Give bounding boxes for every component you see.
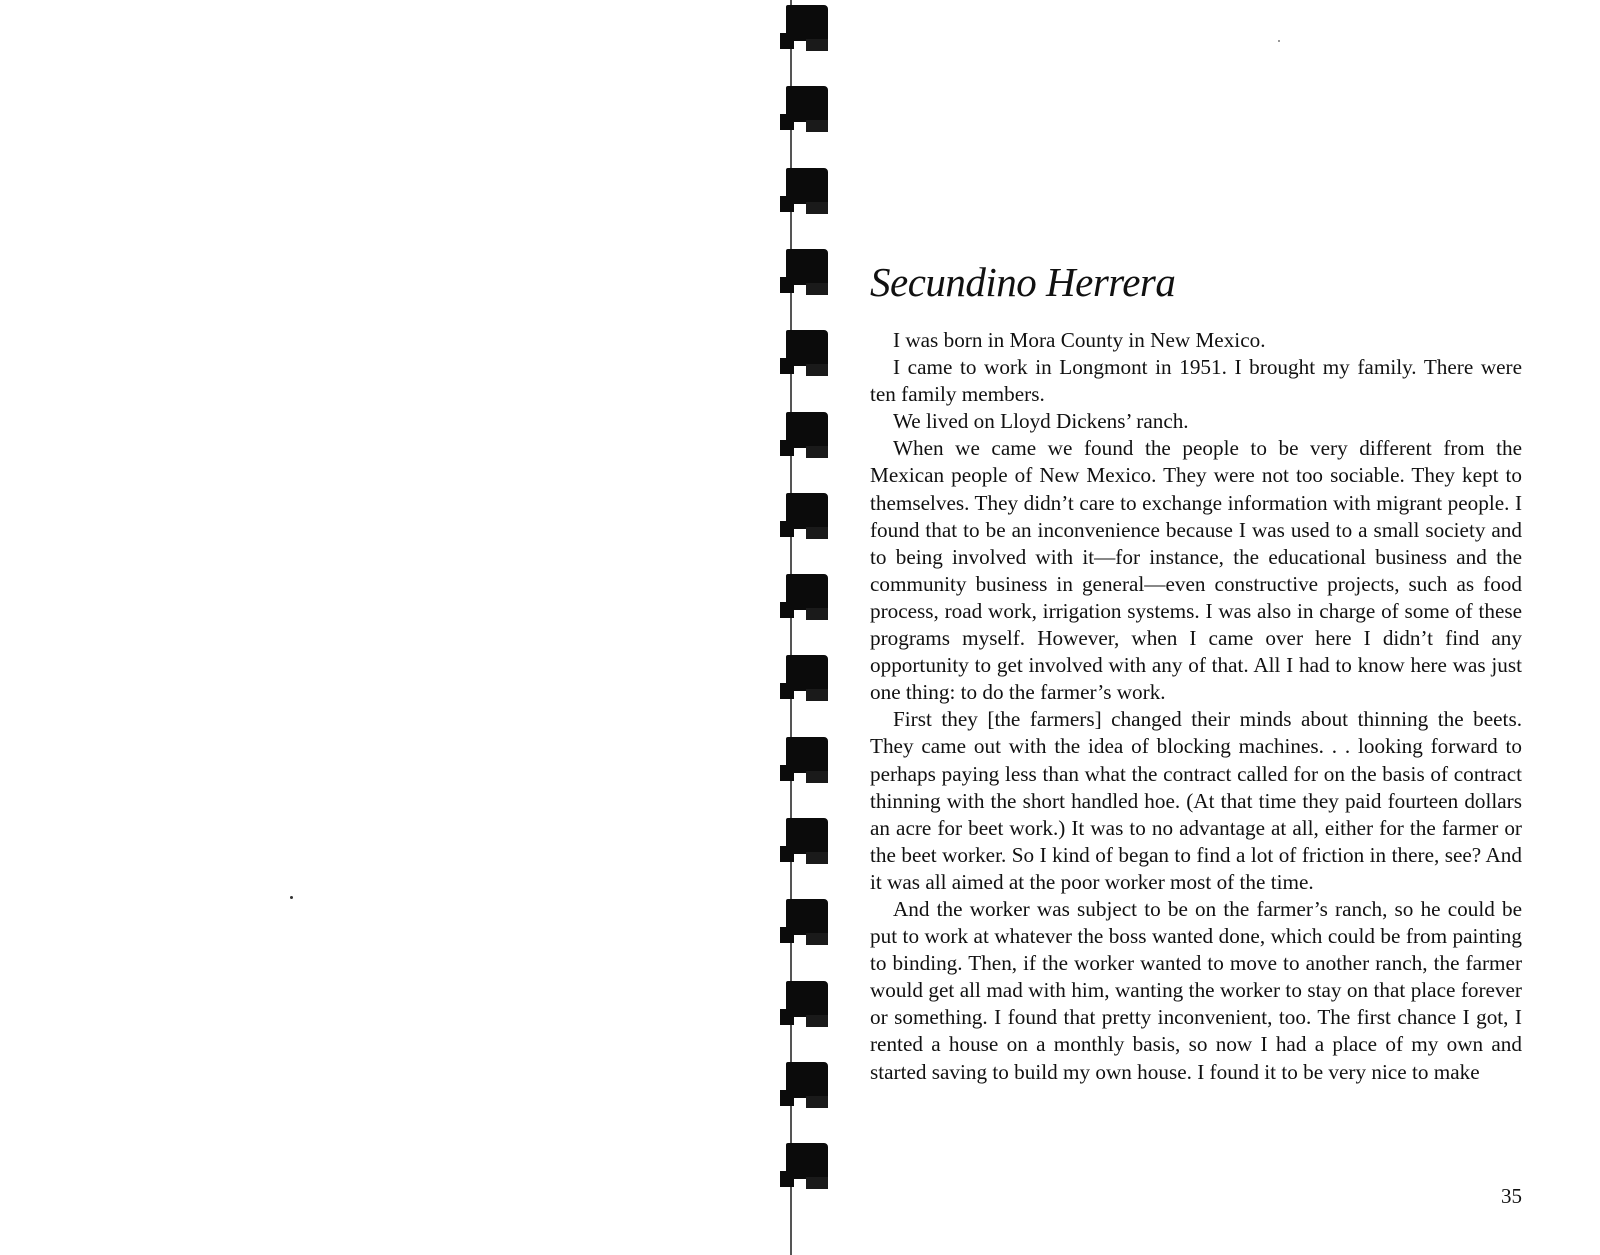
binding-ring-part: [806, 202, 828, 214]
binding-ring: [780, 5, 828, 53]
spiral-binding: [780, 0, 840, 1255]
binding-ring: [780, 168, 828, 216]
binding-ring-part: [806, 933, 828, 945]
binding-ring-part: [780, 358, 794, 374]
binding-ring-part: [806, 608, 828, 620]
paragraph: And the worker was subject to be on the farmer’s ranch, so he could be put to work at whatever the boss wanted done, which could be from painting to binding. Then, if the worker wanted to move to another ranch, the farmer would get all mad with him, wanting the worker to stay on that place forever or something. I found that pretty inconvenient, too. The first chance I got, I rented a house on a monthly basis, so now I had a place of my own and started saving to build my own house. I found it to be very nice to make: [870, 896, 1522, 1084]
paragraph: When we came we found the people to be very different from the Mexican people of New Mexico. They were not too sociable. They kept to themselves. They didn’t care to exchange information with migrant people. I found that to be an inconvenience because I was used to a small society and to being involved with it—for instance, the educational business and the community business in general—even constructive projects, such as food process, road work, irrigation systems. I was also in charge of some of these programs myself. However, when I came over here I didn’t find any opportunity to get involved with any of that. All I had to know here was just one thing: to do the farmer’s work.: [870, 436, 1522, 705]
binding-ring: [780, 899, 828, 947]
binding-ring-part: [780, 1009, 794, 1025]
binding-ring-part: [780, 33, 794, 49]
binding-ring-part: [780, 521, 794, 537]
binding-ring-part: [806, 120, 828, 132]
binding-ring-part: [780, 765, 794, 781]
paragraph: I came to work in Longmont in 1951. I brought my family. There were ten family members.: [870, 355, 1522, 407]
binding-ring-part: [780, 1171, 794, 1187]
binding-ring: [780, 1062, 828, 1110]
binding-ring-part: [806, 1096, 828, 1108]
binding-ring-part: [780, 846, 794, 862]
binding-ring: [780, 330, 828, 378]
binding-ring-part: [806, 852, 828, 864]
paragraph: We lived on Lloyd Dickens’ ranch.: [893, 409, 1189, 434]
body-text: [870, 327, 1522, 1086]
binding-ring-part: [780, 683, 794, 699]
binding-ring-part: [806, 364, 828, 376]
binding-ring: [780, 818, 828, 866]
binding-ring: [780, 86, 828, 134]
dust-speck: [290, 896, 293, 899]
binding-ring: [780, 574, 828, 622]
binding-ring-part: [806, 527, 828, 539]
binding-ring: [780, 655, 828, 703]
right-page: [870, 0, 1530, 1255]
binding-ring: [780, 412, 828, 460]
binding-ring-part: [780, 114, 794, 130]
binding-ring-part: [806, 771, 828, 783]
binding-ring-part: [806, 689, 828, 701]
binding-ring: [780, 1143, 828, 1191]
binding-ring-part: [806, 1015, 828, 1027]
binding-ring-part: [780, 927, 794, 943]
left-page-blank: [0, 0, 780, 1255]
binding-ring: [780, 981, 828, 1029]
binding-ring: [780, 737, 828, 785]
page-number: 35: [1501, 1184, 1522, 1208]
binding-ring: [780, 249, 828, 297]
binding-ring-part: [780, 196, 794, 212]
paragraph: First they [the farmers] changed their minds about thinning the beets. They came out with the idea of blocking machines. . . looking forward to perhaps paying less than what the contract called for on the basis of contract thinning with the short handled hoe. (At that time they paid fourteen dollars an acre for beet work.) It was to no advantage at all, either for the farmer or the beet worker. So I kind of began to find a lot of friction in there, see? And it was all aimed at the poor worker most of the time.: [870, 707, 1522, 894]
binding-ring: [780, 493, 828, 541]
binding-ring-part: [806, 39, 828, 51]
chapter-title: Secundino Herrera: [870, 259, 1176, 305]
binding-ring-part: [806, 1177, 828, 1189]
paragraph: I was born in Mora County in New Mexico.: [893, 328, 1266, 352]
binding-ring-part: [780, 1090, 794, 1106]
binding-ring-part: [806, 446, 828, 458]
binding-ring-part: [780, 602, 794, 618]
binding-ring-part: [806, 283, 828, 295]
binding-ring-part: [780, 277, 794, 293]
binding-ring-part: [780, 440, 794, 456]
